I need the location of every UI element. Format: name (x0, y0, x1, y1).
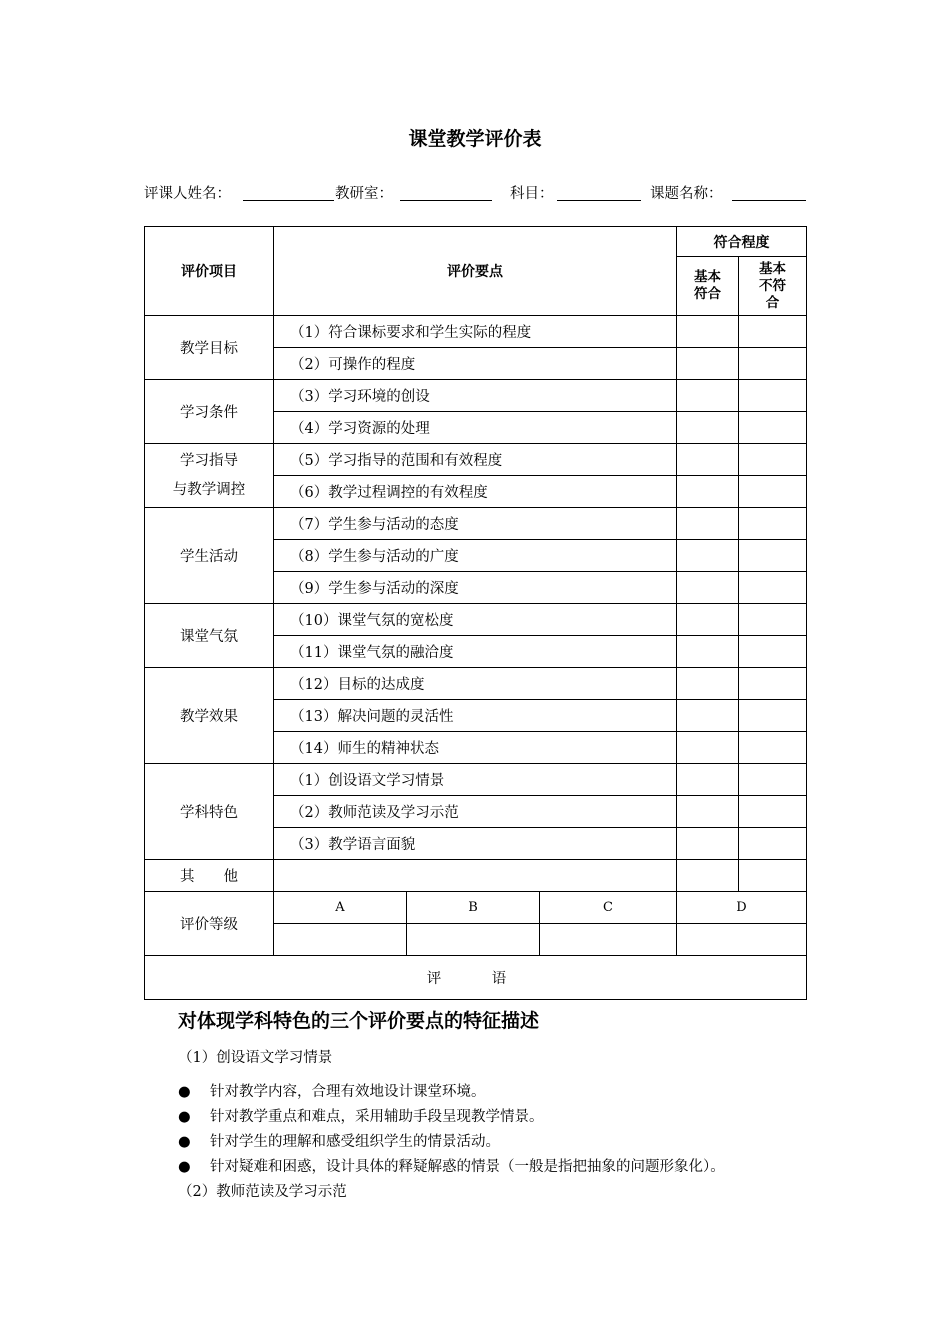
bullet-icon: ● (178, 1109, 191, 1125)
nomatch-check[interactable] (739, 764, 807, 796)
bullet-icon: ● (178, 1084, 191, 1100)
nomatch-check[interactable] (739, 636, 807, 668)
comment-label: 评 语 (145, 956, 807, 1000)
grade-input[interactable] (677, 924, 807, 956)
category-cell: 学科特色 (145, 764, 274, 860)
point-cell: （2）可操作的程度 (274, 348, 677, 380)
bullet-text: 针对教学重点和难点，采用辅助手段呈现教学情景。 (210, 1109, 544, 1125)
section-item-2: （2）教师范读及学习示范 (178, 1184, 347, 1200)
section-item-1: （1）创设语文学习情景 (178, 1050, 333, 1066)
bullet-item (178, 1105, 544, 1126)
match-check[interactable] (677, 796, 739, 828)
evaluation-table (144, 226, 807, 1000)
category-cell: 教学目标 (145, 316, 274, 380)
category-line: 与教学调控 (172, 481, 246, 498)
category-cell (145, 444, 274, 508)
nomatch-check[interactable] (739, 348, 807, 380)
point-cell: （3）教学语言面貌 (274, 828, 677, 860)
office-label: 教研室： (335, 186, 393, 202)
nomatch-check[interactable] (739, 540, 807, 572)
nomatch-check[interactable] (739, 316, 807, 348)
match-check[interactable] (677, 412, 739, 444)
match-check[interactable] (677, 636, 739, 668)
page-title: 课堂教学评价表 (408, 128, 542, 150)
nomatch-check[interactable] (739, 476, 807, 508)
grade-header: D (677, 892, 807, 924)
grade-input[interactable] (274, 924, 407, 956)
nomatch-check[interactable] (739, 444, 807, 476)
category-cell: 课堂气氛 (145, 604, 274, 668)
match-check[interactable] (677, 508, 739, 540)
point-cell: （9）学生参与活动的深度 (274, 572, 677, 604)
subject-label: 科目： (510, 186, 554, 202)
match-check[interactable] (677, 380, 739, 412)
point-cell: （11）课堂气氛的融洽度 (274, 636, 677, 668)
bullet-item (178, 1130, 500, 1151)
bullet-icon: ● (178, 1134, 191, 1150)
topic-label: 课题名称： (650, 186, 723, 202)
category-cell: 学生活动 (145, 508, 274, 604)
point-cell: （12）目标的达成度 (274, 668, 677, 700)
subject-blank[interactable] (557, 182, 641, 201)
point-cell: （1）符合课标要求和学生实际的程度 (274, 316, 677, 348)
bullet-item (178, 1080, 486, 1101)
bullet-icon: ● (178, 1159, 191, 1175)
nomatch-check[interactable] (739, 380, 807, 412)
evaluator-blank[interactable] (243, 182, 334, 201)
category-cell: 教学效果 (145, 668, 274, 764)
point-cell: （4）学习资源的处理 (274, 412, 677, 444)
grade-header: C (540, 892, 677, 924)
point-cell: （7）学生参与活动的态度 (274, 508, 677, 540)
match-check[interactable] (677, 764, 739, 796)
match-check[interactable] (677, 828, 739, 860)
nomatch-check[interactable] (739, 508, 807, 540)
grade-header: B (407, 892, 540, 924)
grade-input[interactable] (407, 924, 540, 956)
nomatch-check[interactable] (739, 828, 807, 860)
point-cell: （6）教学过程调控的有效程度 (274, 476, 677, 508)
topic-blank[interactable] (732, 182, 806, 201)
match-check[interactable] (677, 700, 739, 732)
match-check[interactable] (677, 316, 739, 348)
nomatch-check[interactable] (739, 732, 807, 764)
nomatch-check[interactable] (739, 668, 807, 700)
category-cell: 学习条件 (145, 380, 274, 444)
section-title: 对体现学科特色的三个评价要点的特征描述 (178, 1010, 540, 1032)
match-check[interactable] (677, 348, 739, 380)
category-line: 学习指导 (180, 452, 238, 469)
bullet-text: 针对疑难和困惑，设计具体的释疑解惑的情景（一般是指把抽象的问题形象化）。 (210, 1159, 725, 1175)
match-check[interactable] (677, 860, 739, 892)
header-basic-nomatch: 基本 不符 合 (739, 257, 807, 316)
nomatch-check[interactable] (739, 700, 807, 732)
other-label: 其 他 (145, 860, 274, 892)
point-cell: （10）课堂气氛的宽松度 (274, 604, 677, 636)
point-cell: （5）学习指导的范围和有效程度 (274, 444, 677, 476)
point-cell: （3）学习环境的创设 (274, 380, 677, 412)
match-check[interactable] (677, 476, 739, 508)
nomatch-check[interactable] (739, 412, 807, 444)
other-input[interactable] (274, 860, 677, 892)
grade-input[interactable] (540, 924, 677, 956)
match-check[interactable] (677, 444, 739, 476)
bullet-text: 针对学生的理解和感受组织学生的情景活动。 (210, 1134, 500, 1150)
match-check[interactable] (677, 540, 739, 572)
nomatch-check[interactable] (739, 796, 807, 828)
bullet-text: 针对教学内容，合理有效地设计课堂环境。 (210, 1084, 486, 1100)
point-cell: （8）学生参与活动的广度 (274, 540, 677, 572)
nomatch-check[interactable] (739, 860, 807, 892)
header-basic-match: 基本 符合 (677, 257, 739, 316)
match-check[interactable] (677, 732, 739, 764)
header-degree: 符合程度 (677, 227, 807, 257)
evaluator-label: 评课人姓名： (144, 186, 231, 202)
match-check[interactable] (677, 572, 739, 604)
header-item: 评价项目 (145, 227, 274, 316)
nomatch-check[interactable] (739, 604, 807, 636)
office-blank[interactable] (400, 182, 492, 201)
match-check[interactable] (677, 604, 739, 636)
bullet-item (178, 1155, 725, 1176)
point-cell: （13）解决问题的灵活性 (274, 700, 677, 732)
info-row (0, 182, 950, 204)
nomatch-check[interactable] (739, 572, 807, 604)
header-points: 评价要点 (274, 227, 677, 316)
grade-header: A (274, 892, 407, 924)
grade-label: 评价等级 (145, 892, 274, 956)
point-cell: （14）师生的精神状态 (274, 732, 677, 764)
point-cell: （2）教师范读及学习示范 (274, 796, 677, 828)
match-check[interactable] (677, 668, 739, 700)
point-cell: （1）创设语文学习情景 (274, 764, 677, 796)
